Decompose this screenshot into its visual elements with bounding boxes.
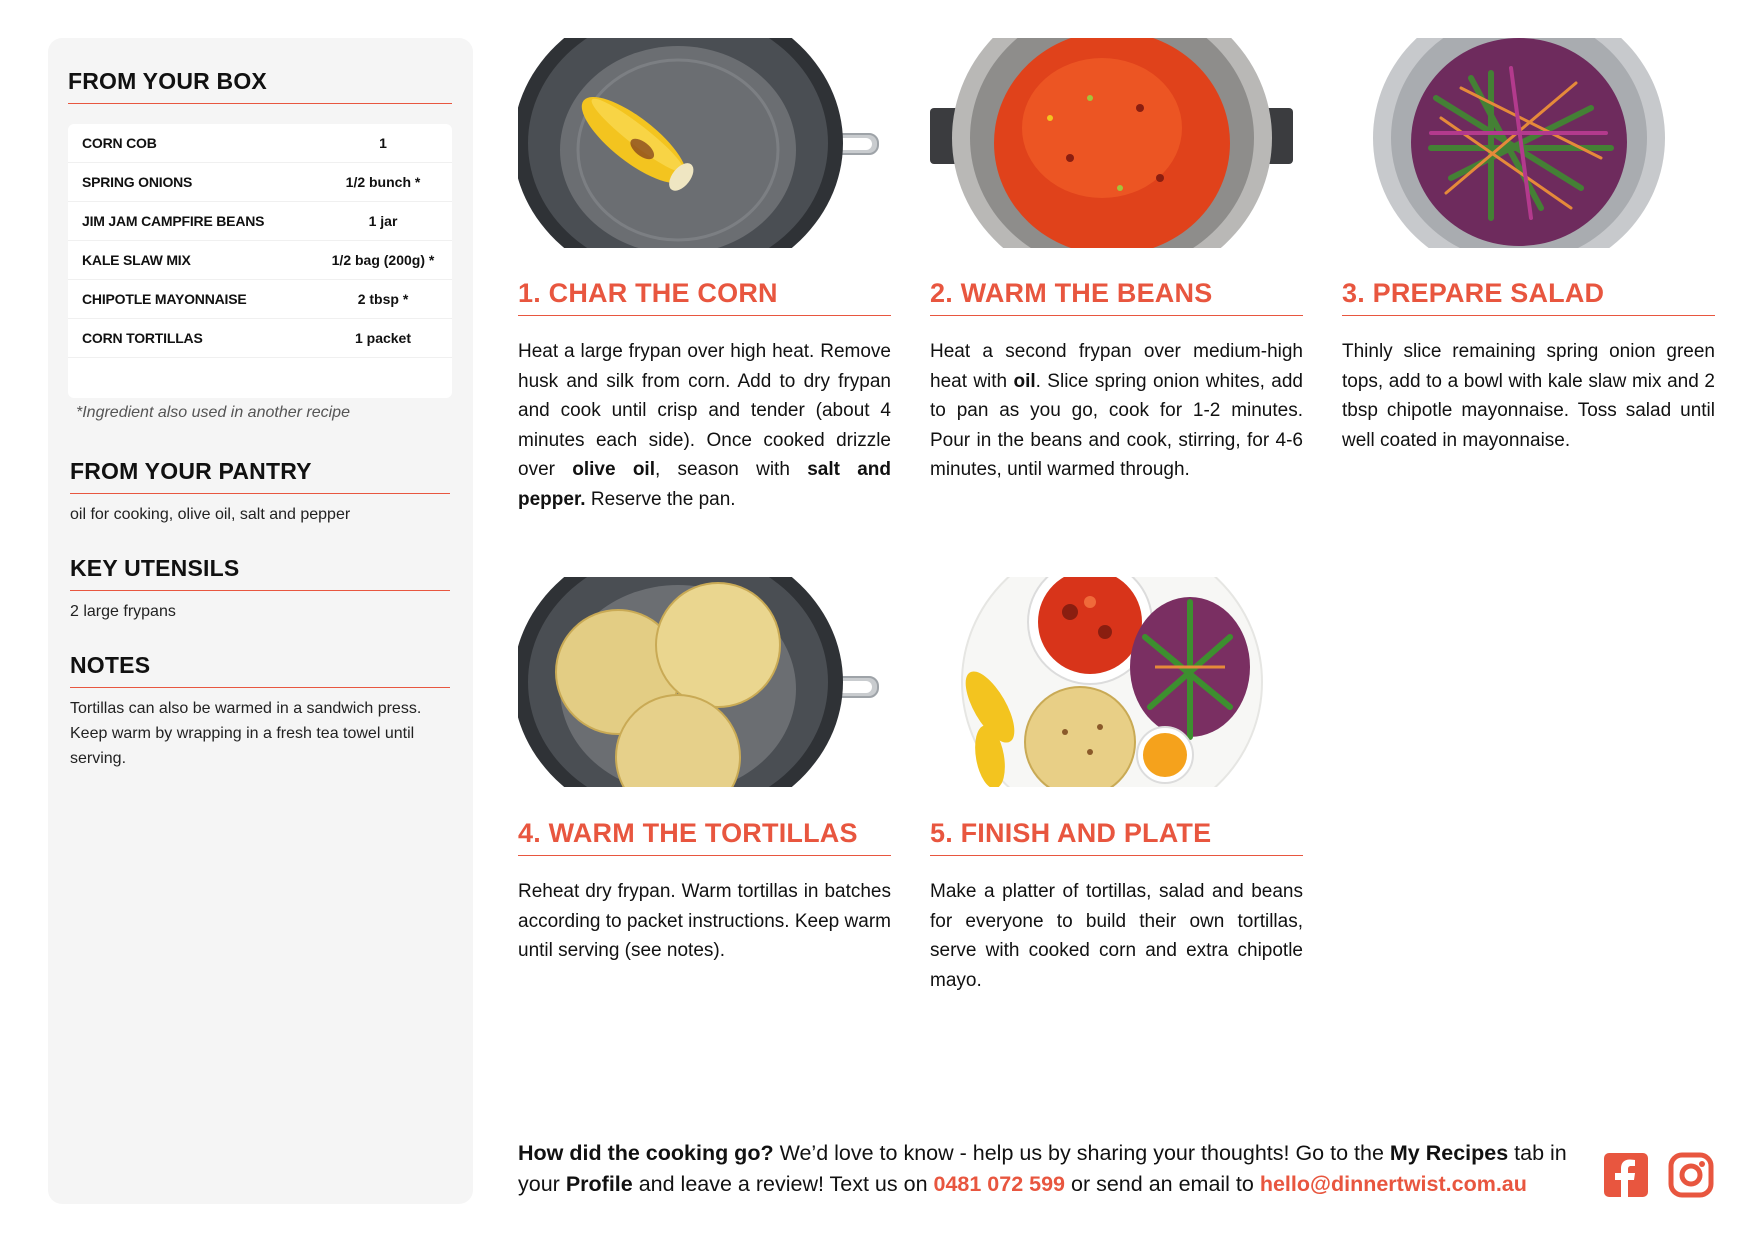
ingredient-row <box>68 163 452 202</box>
utensils-text: 2 large frypans <box>70 603 176 620</box>
ingredient-row <box>68 280 452 319</box>
ingredient-row <box>68 241 452 280</box>
step-5-body: Make a platter of tortillas, salad and beans for everyone to build their own tortillas, serve with cooked corn and extra chipotle mayo. <box>930 881 1303 991</box>
ingredients-panel <box>48 38 473 1204</box>
ingredient-footnote: *Ingredient also used in another recipe <box>76 404 350 421</box>
ingredient-row <box>68 319 452 358</box>
notes-title: NOTES <box>70 652 450 688</box>
beans-pan-photo <box>930 38 1293 248</box>
tortillas-frypan-photo <box>518 577 881 787</box>
step-2-body: Heat a second frypan over medium-high heat with oil. Slice spring onion whites, add to pan as you go, cook for 1-2 minutes. Pour in the beans and cook, stirring, for 4-6 minutes, until warmed through. <box>930 341 1304 480</box>
corn-frypan-photo <box>518 38 881 248</box>
ingredient-row-empty <box>68 358 452 398</box>
ingredient-qty: 2 tbsp * <box>357 291 409 307</box>
instagram-icon[interactable] <box>1668 1152 1714 1198</box>
ingredient-name: CHIPOTLE MAYONNAISE <box>82 291 247 307</box>
ingredients-table <box>68 124 452 398</box>
utensils-title: KEY UTENSILS <box>70 555 450 591</box>
ingredient-name: JIM JAM CAMPFIRE BEANS <box>82 213 265 229</box>
step-4-title: 4. WARM THE TORTILLAS <box>518 818 891 856</box>
ingredient-qty: 1 <box>379 135 387 151</box>
step-1-body: Heat a large frypan over high heat. Remove husk and silk from corn. Add to dry frypan and cook until crisp and tender (about 4 minutes each side). Once cooked drizzle over olive oil, season with salt and pepper. Reserve the pan. <box>518 341 891 510</box>
ingredient-row <box>68 202 452 241</box>
ingredient-qty: 1 jar <box>368 213 398 229</box>
facebook-icon[interactable] <box>1603 1152 1649 1198</box>
ingredient-qty: 1 packet <box>354 330 412 346</box>
ingredient-name: CORN TORTILLAS <box>82 330 203 346</box>
ingredient-name: SPRING ONIONS <box>82 174 193 190</box>
salad-bowl-photo <box>1341 38 1704 248</box>
platter-photo <box>930 577 1293 787</box>
step-3-title: 3. PREPARE SALAD <box>1342 278 1715 316</box>
ingredient-name: CORN COB <box>82 135 157 151</box>
box-title: FROM YOUR BOX <box>68 68 452 104</box>
pantry-title: FROM YOUR PANTRY <box>70 458 450 494</box>
step-4-body: Reheat dry frypan. Warm tortillas in batches according to packet instructions. Keep warm until serving (see notes). <box>518 881 891 961</box>
feedback-message: How did the cooking go? We’d love to know - help us by sharing your thoughts! Go to the My Recipes tab in your Profile and leave a review! Text us on 0481 072 599 or send an email to hello@dinnertwist.com.au <box>518 1141 1567 1196</box>
ingredient-qty: 1/2 bunch * <box>345 174 421 190</box>
phone-link[interactable]: 0481 072 599 <box>933 1172 1066 1196</box>
step-1-title: 1. CHAR THE CORN <box>518 278 891 316</box>
email-link[interactable]: hello@dinnertwist.com.au <box>1259 1172 1527 1196</box>
notes-text: Tortillas can also be warmed in a sandwich press. Keep warm by wrapping in a fresh tea towel until serving. <box>70 700 422 767</box>
step-3-body: Thinly slice remaining spring onion green tops, add to a bowl with kale slaw mix and 2 tbsp chipotle mayonnaise. Toss salad until well coated in mayonnaise. <box>1342 341 1715 451</box>
ingredient-qty: 1/2 bag (200g) * <box>331 252 435 268</box>
pantry-text: oil for cooking, olive oil, salt and pepper <box>70 506 351 523</box>
ingredient-row <box>68 124 452 163</box>
step-2-title: 2. WARM THE BEANS <box>930 278 1303 316</box>
step-5-title: 5. FINISH AND PLATE <box>930 818 1303 856</box>
ingredient-name: KALE SLAW MIX <box>82 252 191 268</box>
